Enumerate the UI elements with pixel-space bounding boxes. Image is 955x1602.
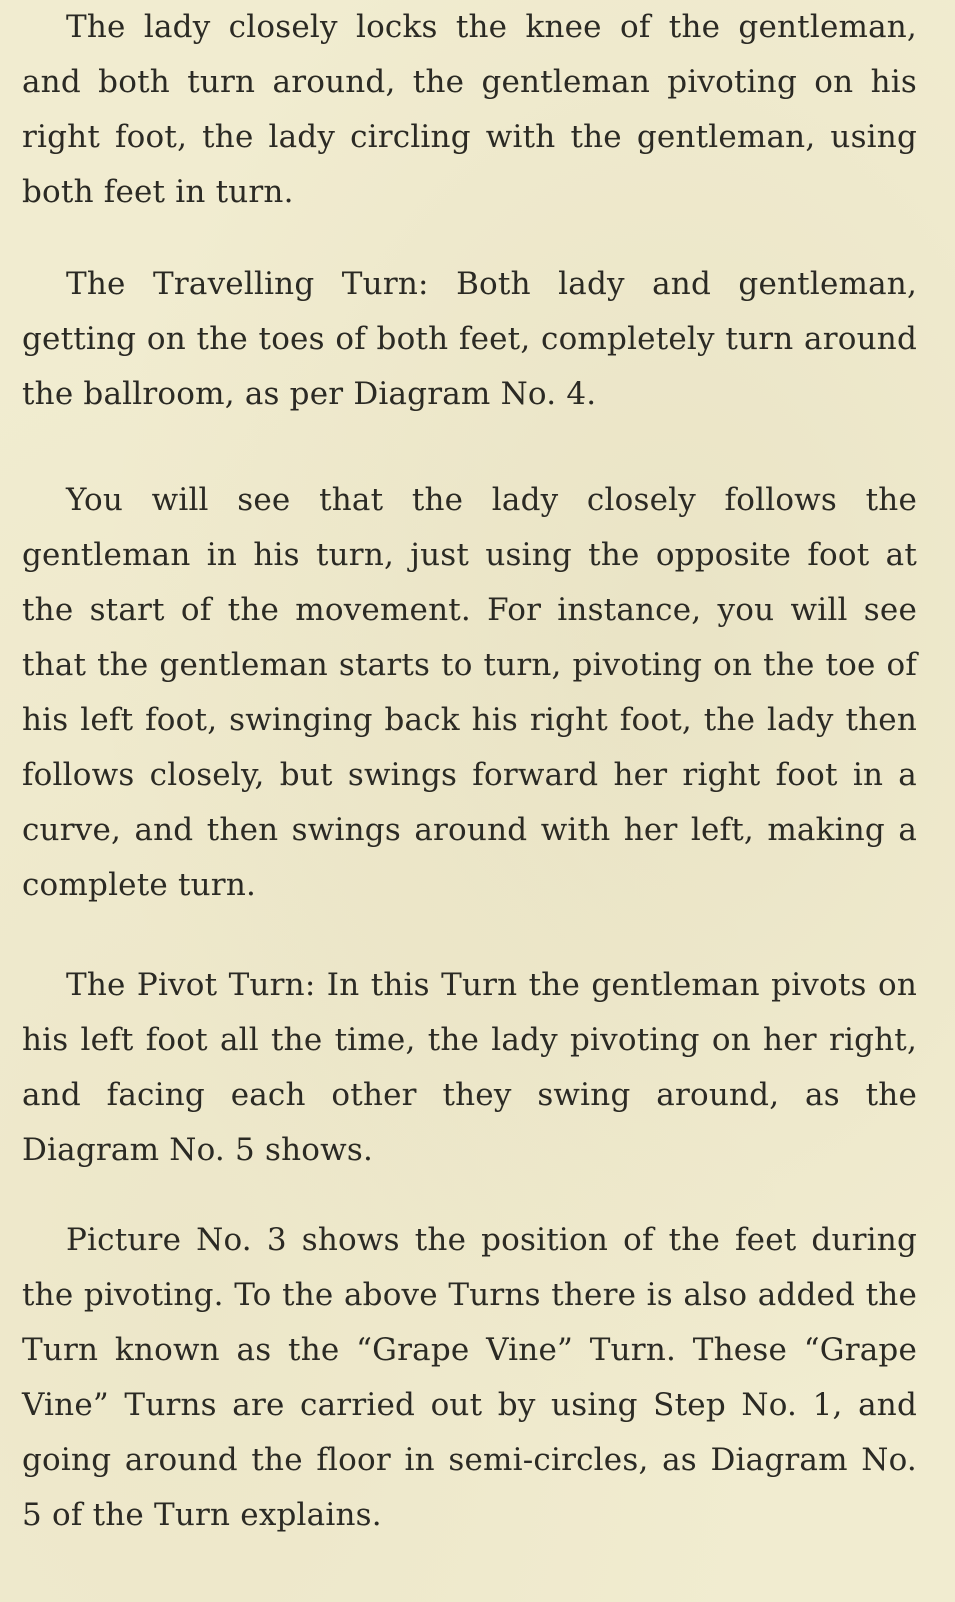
paragraph-pivot-turn: The Pivot Turn: In this Turn the gentleman pivots on his left foot all the time, the lady pivoting on her right, and facing each other they swing around, as the Diagram No. 5 shows. xyxy=(22,967,917,1168)
paragraph-travelling-turn: The Travelling Turn: Both lady and gentleman, getting on the toes of both feet, completely turn around the ballroom, as per Diagram No. 4. xyxy=(22,266,917,412)
paragraph-grape-vine-turn: Picture No. 3 shows the position of the feet during the pivoting. To the above Turns there is also added the Turn known as the “Grape Vine” Turn. These “Grape Vine” Turns are carried out by using Step No. 1, and going around the floor in semi-circles, as Diagram No. 5 of the Turn explains. xyxy=(22,1222,917,1533)
paragraph-knee-lock-turn: The lady closely locks the knee of the gentleman, and both turn around, the gentleman pivoting on his right foot, the lady circling with the gentleman, using both feet in turn. xyxy=(22,9,917,210)
paragraph-lady-follows: You will see that the lady closely follows the gentleman in his turn, just using the opposite foot at the start of the movement. For instance, you will see that the gentleman starts to turn, pivoting on the toe of his left foot, swinging back his right foot, the lady then follows closely, but swings forward her right foot in a curve, and then swings around with her left, making a complete turn. xyxy=(22,482,917,903)
